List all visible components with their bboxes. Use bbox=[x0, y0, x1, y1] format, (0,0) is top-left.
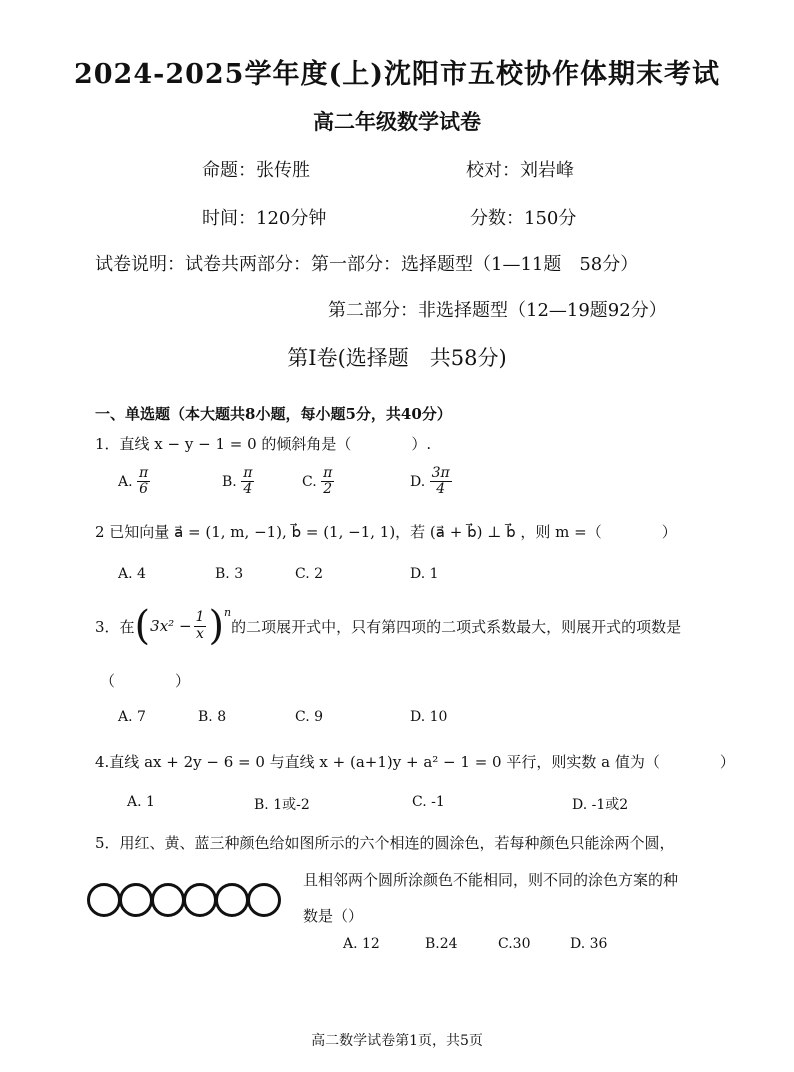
fraction-denominator: 2 bbox=[323, 481, 333, 498]
question-3-expression: 3x² − bbox=[150, 617, 192, 635]
description-line-2: 第二部分：非选择题型（12—19题92分） bbox=[328, 300, 667, 321]
page-footer: 高二数学试卷第1页，共5页 bbox=[311, 1033, 483, 1049]
question-4-option-d: D. -1或2 bbox=[572, 797, 629, 813]
question-3-option-b: B. 8 bbox=[198, 709, 227, 725]
fraction-numerator: π bbox=[323, 465, 333, 481]
description-line-1: 试卷说明：试卷共两部分：第一部分：选择题型（1—11题 58分） bbox=[95, 254, 639, 275]
option-letter: C. bbox=[302, 473, 317, 490]
question-3-stem bbox=[95, 603, 682, 649]
circle bbox=[151, 883, 185, 917]
option-letter: A. bbox=[118, 473, 133, 490]
fraction-denominator: 4 bbox=[243, 481, 253, 498]
question-5-option-d: D. 36 bbox=[570, 936, 608, 952]
fraction bbox=[194, 610, 207, 642]
fraction-numerator: π bbox=[243, 465, 253, 481]
fraction bbox=[137, 466, 150, 498]
circle bbox=[87, 883, 121, 917]
fraction-numerator: 1 bbox=[195, 609, 205, 626]
question-3-prefix: 3．在 bbox=[95, 617, 135, 636]
question-2-option-c: C. 2 bbox=[295, 566, 324, 582]
fraction bbox=[241, 466, 254, 498]
question-1-stem: 1．直线 x − y − 1 = 0 的倾斜角是（ ）. bbox=[95, 435, 432, 453]
question-5-option-b: B.24 bbox=[425, 936, 458, 952]
question-3-option-a: A. 7 bbox=[118, 709, 146, 725]
question-2-option-a: A. 4 bbox=[118, 566, 146, 582]
circle bbox=[119, 883, 153, 917]
score-label: 分数：150分 bbox=[470, 208, 577, 229]
option-letter: D. bbox=[410, 473, 426, 490]
fraction bbox=[430, 466, 452, 498]
fraction-denominator: 4 bbox=[436, 481, 446, 498]
close-paren: ) bbox=[208, 603, 225, 649]
open-paren: ( bbox=[134, 603, 151, 649]
question-5-option-c: C.30 bbox=[498, 936, 531, 952]
question-3-blank: （ ） bbox=[100, 672, 191, 690]
fraction bbox=[321, 466, 334, 498]
exam-title: 2024-2025学年度(上)沈阳市五校协作体期末考试 bbox=[73, 59, 721, 90]
exponent: n bbox=[224, 606, 232, 619]
circle bbox=[215, 883, 249, 917]
section-title: 第Ⅰ卷(选择题 共58分) bbox=[287, 346, 507, 370]
question-1-option-a bbox=[118, 466, 150, 498]
question-2-option-d: D. 1 bbox=[410, 566, 439, 582]
question-1-option-c bbox=[302, 466, 334, 498]
exam-subtitle: 高二年级数学试卷 bbox=[313, 109, 481, 134]
author-label: 命题：张传胜 bbox=[202, 160, 310, 181]
question-3-option-c: C. 9 bbox=[295, 709, 324, 725]
proofreader-label: 校对：刘岩峰 bbox=[466, 160, 574, 181]
question-5-line-2: 且相邻两个圆所涂颜色不能相同，则不同的涂色方案的种 bbox=[303, 871, 679, 889]
time-label: 时间：120分钟 bbox=[202, 208, 327, 229]
question-2-stem: 2 已知向量 a⃗ = (1, m, −1), b⃗ = (1, −1, 1)，若 (a⃗ + b⃗) ⊥ b⃗ ，则 m =（ ） bbox=[95, 523, 677, 541]
question-1-option-b bbox=[222, 466, 254, 498]
option-letter: B. bbox=[222, 473, 237, 490]
question-3-text: 的二项展开式中，只有第四项的二项式系数最大，则展开式的项数是 bbox=[231, 617, 682, 636]
question-5-option-a: A. 12 bbox=[343, 936, 380, 952]
question-3-option-d: D. 10 bbox=[410, 709, 448, 725]
question-4-option-a: A. 1 bbox=[127, 794, 155, 810]
question-2-option-b: B. 3 bbox=[215, 566, 244, 582]
circle bbox=[183, 883, 217, 917]
question-5-line-3: 数是（） bbox=[303, 907, 364, 925]
fraction-denominator: x bbox=[196, 625, 204, 642]
question-4-option-c: C. -1 bbox=[412, 794, 445, 810]
circle bbox=[247, 883, 281, 917]
question-4-stem: 4.直线 ax + 2y − 6 = 0 与直线 x + (a+1)y + a² − 1 = 0 平行，则实数 a 值为（ ） bbox=[95, 753, 735, 771]
question-5-line-1: 5．用红、黄、蓝三种颜色给如图所示的六个相连的圆涂色，若每种颜色只能涂两个圆， bbox=[95, 834, 675, 852]
question-4-option-b: B. 1或-2 bbox=[254, 797, 310, 813]
section-heading: 一、单选题（本大题共8小题，每小题5分，共40分） bbox=[95, 405, 452, 423]
fraction-numerator: 3π bbox=[431, 465, 450, 481]
question-1-option-d bbox=[410, 466, 452, 498]
fraction-numerator: π bbox=[139, 465, 149, 481]
fraction-denominator: 6 bbox=[139, 481, 149, 498]
